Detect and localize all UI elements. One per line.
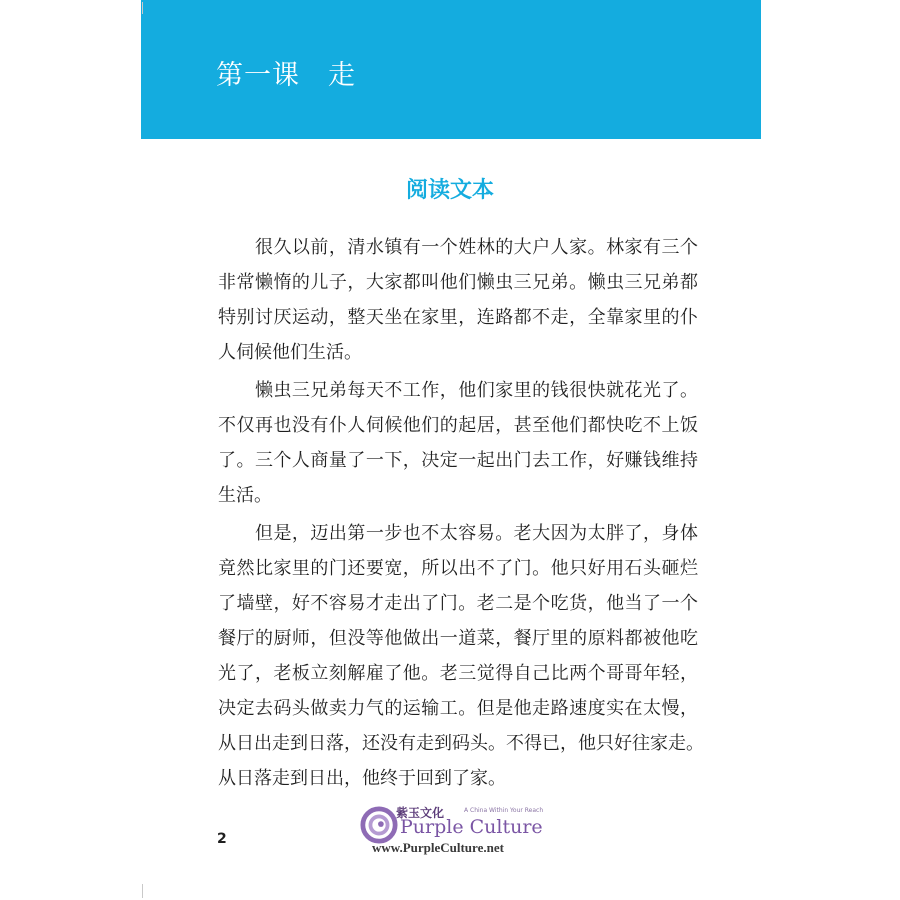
text-line: 很久以前，清水镇有一个姓林的大户人家。林家有三个: [218, 237, 698, 258]
text-line: 非常懒惰的儿子，大家都叫他们懒虫三兄弟。懒虫三兄弟都: [218, 272, 698, 293]
text-line: 生活。: [218, 485, 272, 506]
watermark-slogan: A China Within Your Reach: [464, 807, 544, 814]
paragraph-2: [218, 373, 698, 513]
watermark-chinese-name: 紫玉文化: [396, 806, 445, 820]
paragraph-3: [218, 516, 704, 796]
text-line: 餐厅的厨师，但没等他做出一道菜，餐厅里的原料都被他吃: [218, 628, 698, 649]
text-line: 人伺候他们生活。: [218, 342, 362, 363]
text-line: 决定去码头做卖力气的运输工。但是他走路速度实在太慢，: [218, 698, 698, 719]
section-title: 阅读文本: [405, 178, 494, 203]
text-line: 懒虫三兄弟每天不工作，他们家里的钱很快就花光了。: [218, 380, 698, 401]
text-line: 从日落走到日出，他终于回到了家。: [218, 768, 506, 789]
crop-mark: [142, 884, 143, 898]
crop-mark: [142, 2, 143, 14]
text-line: 特别讨厌运动，整天坐在家里，连路都不走，全靠家里的仆: [218, 307, 698, 328]
text-line: 了墙壁，好不容易才走出了门。老二是个吃货，他当了一个: [218, 593, 698, 614]
text-line: 但是，迈出第一步也不太容易。老大因为太胖了，身体: [218, 523, 698, 544]
watermark-brand: Purple Culture: [400, 816, 543, 838]
lesson-banner: [141, 0, 761, 139]
reading-text: [218, 230, 704, 796]
swirl-logo-icon: [360, 806, 398, 844]
text-line: 不仅再也没有仆人伺候他们的起居，甚至他们都快吃不上饭: [218, 415, 698, 436]
watermark: [360, 806, 560, 856]
text-line: 从日出走到日落，还没有走到码头。不得已，他只好往家走。: [218, 733, 704, 754]
page-number: 2: [217, 831, 227, 847]
paragraph-1: [218, 230, 698, 370]
lesson-title: 第一课 走: [216, 60, 356, 91]
watermark-url: www.PurpleCulture.net: [372, 840, 504, 855]
text-line: 竟然比家里的门还要宽，所以出不了门。他只好用石头砸烂: [218, 558, 698, 579]
text-line: 光了，老板立刻解雇了他。老三觉得自己比两个哥哥年轻，: [218, 663, 698, 684]
text-line: 了。三个人商量了一下，决定一起出门去工作，好赚钱维持: [218, 450, 698, 471]
